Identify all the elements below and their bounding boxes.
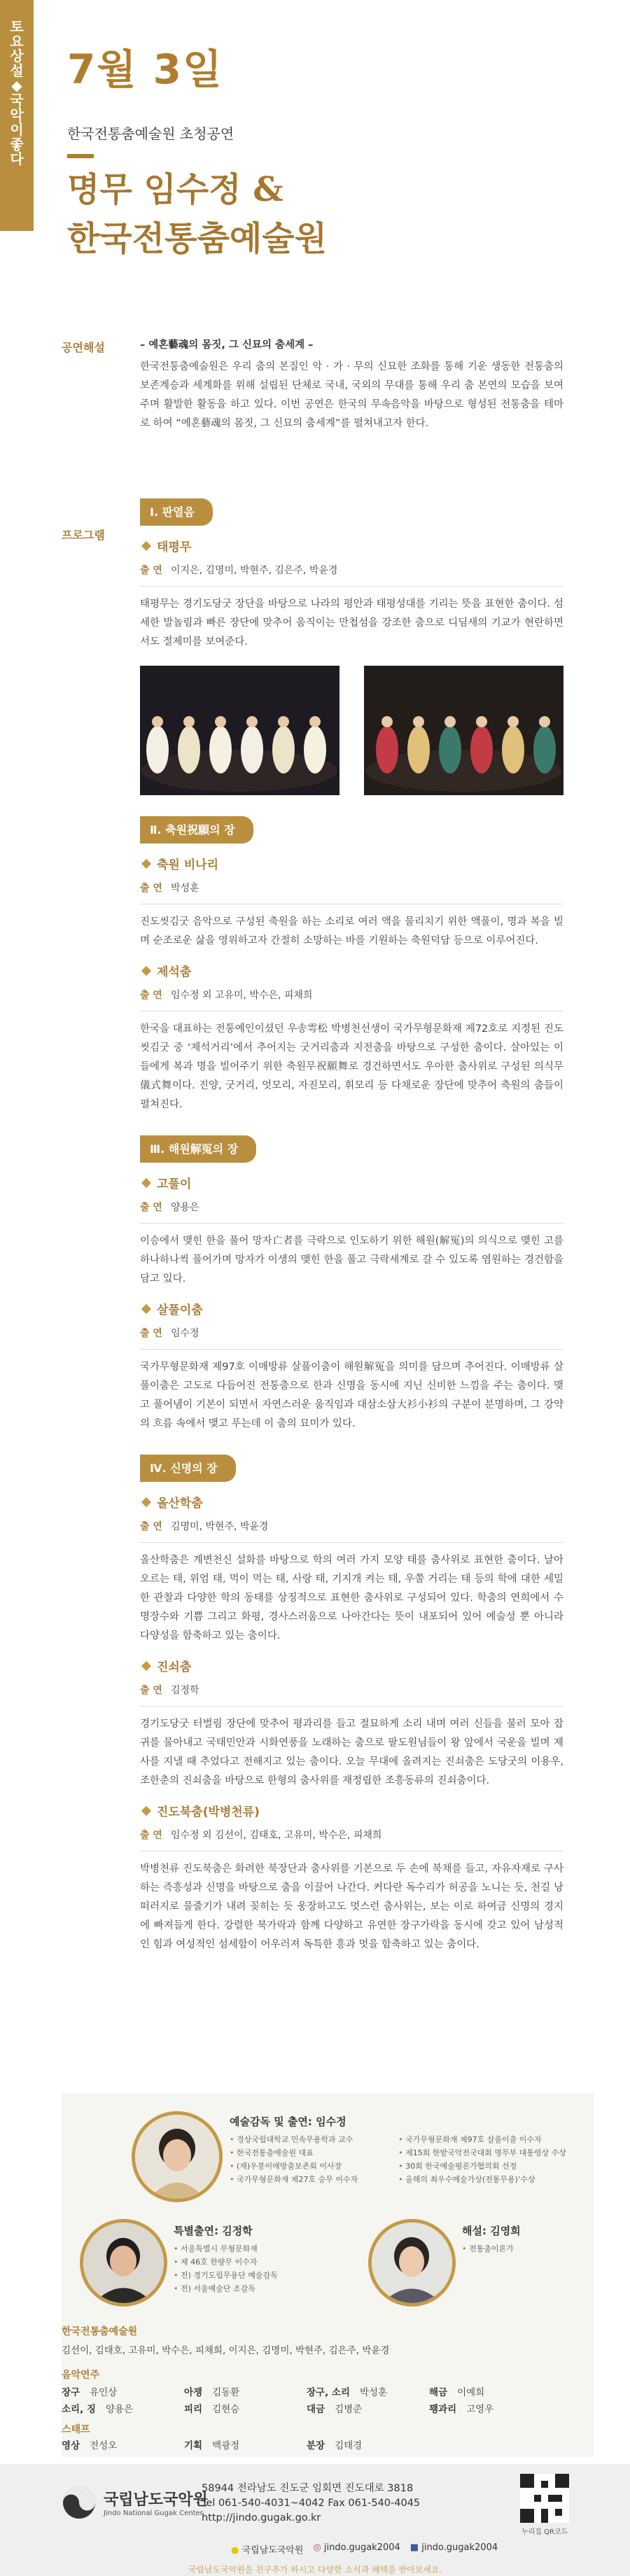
program-item-desc: 이승에서 맺힌 한을 풀어 망자亡者를 극락으로 인도하기 위한 해원(解冤)의 의식으로 맺힌 고를 하나하나씩 풀어가며 망자가 이생의 맺힌 한을 풀고 극락세계로 갈 수 있도록 염원하는 경건함을 담고 있다. [140, 1236, 564, 1284]
program-item-desc: 태평무는 경기도당굿 장단을 바탕으로 나라의 평안과 태평성대를 기리는 뜻을 표현한 춤이다. 섬세한 발놀림과 빠른 장단에 맞추어 움직이는 만첩섬을 강조한 춤으로 디딤새의 기교가 현란하면서도 절제미를 보여준다. [140, 598, 564, 648]
program-item-cast [140, 561, 564, 587]
credit-role: 꽹과리 [429, 2404, 457, 2415]
performance-photos [140, 666, 564, 795]
diamond-bullet-icon [141, 1304, 151, 1314]
portrait-lim-sujeong [132, 2111, 223, 2202]
cast-value: 양용은 [170, 1202, 200, 1213]
diamond-bullet-icon [141, 1497, 151, 1507]
qr-label: 누리집 QR코드 [521, 2528, 568, 2536]
credit-role: 영상 [62, 2440, 80, 2451]
cast-value: 김정학 [170, 1685, 200, 1696]
title-line-2: 한국전통춤예술원 [67, 219, 327, 258]
cast-key: 출 연 [140, 1830, 162, 1841]
program-item-title-text: 태평무 [157, 540, 192, 554]
program-item-cast [140, 1518, 564, 1543]
cast-value: 박성훈 [170, 883, 200, 894]
footer-address: 58944 전라남도 진도군 임회면 진도대로 3818 [202, 2483, 414, 2494]
intro-content [140, 336, 564, 433]
section-pill: Ⅳ. 신명의 장 [140, 1455, 236, 1482]
credit-cell [307, 2384, 429, 2401]
staff-heading: 스태프 [62, 2424, 90, 2435]
program-item-title-text: 고풀이 [157, 1177, 192, 1191]
program-item-title [140, 963, 564, 982]
facebook-icon: ■ [410, 2542, 419, 2553]
portrait-kim-jeonghak [80, 2219, 167, 2306]
kakao-link[interactable] [231, 2542, 303, 2556]
special-performer-info [174, 2223, 342, 2295]
credit-cell [307, 2401, 429, 2418]
program-item-title-text: 올산학춤 [157, 1497, 203, 1511]
cast-value: 임수정 외 김선이, 김태호, 고유미, 박수은, 피채희 [170, 1830, 382, 1841]
portrait-image [135, 2115, 219, 2199]
program-item-desc: 박병천류 진도북춤은 화려한 북장단과 춤사위를 기본으로 두 손에 북채를 들고, 자유자재로 구사하는 즉흥성과 신명을 바탕으로 춤을 이끌어 나간다. 커다란 독수리가 허공을 노니는 듯, 천길 낭떠러지로 물줄기가 내려 꽂히는 듯 웅장하고도 멋스런 춤사위는, 보는 이로 하여금 신명의 경지에 빠져들게 한다. 강렬한 북가락과 함께 다양하고 유연한 장구가락을 동시에 갖고 있어 남성적인 힘과 여성적인 섬세함이 어우러져 독특한 흥과 멋을 함축하고 있는 춤이다. [140, 1863, 564, 1950]
program-item-desc: 진도씻김굿 음악으로 구성된 축원을 하는 소리로 여러 액을 물리치기 위한 액풀이, 명과 복을 빌며 순조로운 삶을 영위하고자 간절히 소망하는 바를 기원하는 축원덕담 등으로 이루어진다. [140, 916, 564, 946]
title-rule [67, 154, 94, 158]
facebook-label: jindo.gugak2004 [421, 2542, 498, 2553]
kakao-label: 국립남도국악원 [241, 2545, 304, 2556]
credit-cell [62, 2401, 184, 2418]
program-item-title [140, 856, 564, 875]
special-bullet: • 전) 경기도립무용단 예술감독 [174, 2269, 342, 2282]
program-item-title [140, 1803, 564, 1822]
cast-key: 출 연 [140, 1685, 162, 1696]
credit-name: 김태경 [335, 2440, 363, 2451]
program-section [140, 1455, 564, 1954]
footer-social [231, 2542, 498, 2556]
facebook-link[interactable] [410, 2542, 498, 2556]
main-performer-name: 예술감독 및 출연: 임수정 [230, 2115, 346, 2128]
cast-value: 임수정 외 고유미, 박수은, 피채희 [170, 990, 313, 1001]
diamond-bullet-icon [141, 859, 151, 869]
main-bullet: • 국가무형문화재 제97호 살풀이춤 이수자 [398, 2133, 587, 2146]
footer [0, 2464, 630, 2576]
section-pill: Ⅱ. 축원祝願의 장 [140, 816, 253, 844]
header [67, 0, 613, 287]
staff-block [62, 2422, 566, 2454]
main-bullet: • 제15회 한밭국악전국대회 명무부 대통령상 수상 [398, 2146, 587, 2160]
credit-cell [184, 2401, 307, 2418]
program-item-cast [140, 1324, 564, 1350]
program-item-desc: 올산학춤은 계변천신 설화를 바탕으로 학의 여러 가지 모양 태를 춤사위로 표현한 춤이다. 날아오르는 태, 위엄 태, 먹이 먹는 태, 사랑 태, 기지개 켜는 태, 우쭐 거리는 태 등의 학에 대한 세밀한 관찰과 다양한 학의 동태를 상징적으로 표현한 춤사위로 구성되어 있다. 학춤의 연희에서 수명장수와 기쁨 그리고 화평, 경사스러움으로 나아간다는 뜻이 내포되어 있어 예술성 뿐 아니라 다양성을 함축하고 있는 춤이다. [140, 1555, 564, 1642]
instagram-link[interactable] [313, 2542, 400, 2556]
credit-role: 피리 [184, 2404, 203, 2415]
event-date: 7월 3일 [67, 46, 223, 93]
program-item-title [140, 1658, 564, 1677]
footer-logo-ko: 국립남도국악원 [104, 2491, 208, 2509]
credit-role: 장구 [62, 2387, 80, 2398]
main-performer-info [230, 2114, 587, 2186]
credit-row [62, 2401, 566, 2418]
main-bullet: • 한국전통춤예술원 대표 [230, 2146, 390, 2160]
program-item-title-text: 진쇠춤 [157, 1660, 192, 1674]
commentary-bullets [462, 2242, 588, 2255]
commentary-bullet: • 전통춤이론가 [462, 2242, 588, 2255]
music-heading: 음악연주 [62, 2370, 100, 2381]
diamond-bullet-icon [141, 541, 151, 551]
credit-name: 전성오 [90, 2440, 118, 2451]
credit-name: 백광정 [212, 2440, 240, 2451]
credit-role: 분장 [307, 2440, 326, 2451]
credit-role: 장구, 소리 [307, 2387, 350, 2398]
program-item-cast [140, 986, 564, 1011]
program-item-desc: 경기도당굿 터벌림 장단에 맞추어 평과리를 들고 절묘하게 소리 내며 여러 신들을 불러 모아 잡귀를 물아내고 국태민안과 시화연풍을 노래하는 춤으로 팔도원님들이 왕 앞에서 국운을 빌며 제사를 지낼 때 추었다고 전해지고 있는 춤이다. 오늘 무대에 올려지는 진쇠춤은 도당굿의 이용우, 조한춘의 진쇠춤을 바탕으로 한형의 춤사위를 재정립한 조흥동류의 진쇠춤이다. [140, 1718, 564, 1786]
section-pill: Ⅰ. 판열음 [140, 498, 213, 526]
special-bullet: • 전) 서울예술단 조감독 [174, 2282, 342, 2295]
performance-photo [364, 666, 564, 795]
credit-name: 유인상 [90, 2387, 118, 2398]
program-item-title [140, 1301, 564, 1320]
cast-key: 출 연 [140, 565, 162, 576]
title-line-1: 명무 임수정 & [67, 170, 284, 209]
portrait-kim-younghee [368, 2219, 456, 2306]
program-item-cast [140, 1198, 564, 1224]
performance-photo [140, 666, 340, 795]
footer-contact [202, 2482, 420, 2526]
diamond-bullet-icon [141, 1178, 151, 1188]
portrait-image [83, 2222, 164, 2303]
cast-value: 김명미, 박현주, 박윤경 [170, 1521, 269, 1532]
program-item-title [140, 1494, 564, 1513]
program-section [140, 1135, 564, 1434]
main-bullet: • 경상국립대학교 민속무용학과 교수 [230, 2133, 390, 2146]
credit-name: 박성훈 [360, 2387, 388, 2398]
cast-key: 출 연 [140, 883, 162, 894]
diamond-bullet-icon [141, 966, 151, 976]
program-section [140, 816, 564, 1114]
credit-row [62, 2384, 566, 2401]
credit-role: 기획 [184, 2440, 203, 2451]
qr-code-icon[interactable] [520, 2474, 569, 2523]
credit-row [62, 2437, 566, 2454]
credit-cell [62, 2384, 184, 2401]
special-performer-name: 특별출연: 김정학 [174, 2225, 253, 2237]
program-label: 프로그램 [62, 528, 105, 542]
program-item-title [140, 538, 564, 557]
cast-key: 출 연 [140, 1202, 162, 1213]
intro-label: 공연해설 [62, 341, 105, 354]
footer-url[interactable]: http://jindo.gugak.go.kr [202, 2512, 321, 2524]
credit-name: 이예희 [457, 2387, 485, 2398]
main-bullets-right [398, 2133, 587, 2186]
main-bullet: • 30회 한국예술평론가협의회 선정 [398, 2160, 587, 2173]
credit-role: 아쟁 [184, 2387, 203, 2398]
program-item-title-text: 축원 비나리 [157, 858, 219, 872]
credit-name: 김현승 [212, 2404, 240, 2415]
instagram-label: jindo.gugak2004 [323, 2542, 400, 2553]
credit-cell [429, 2384, 552, 2401]
credit-cell [429, 2401, 552, 2418]
cast-value: 이지은, 김명미, 박현주, 김은주, 박윤경 [170, 565, 338, 576]
commentary-name: 해설: 김영희 [462, 2225, 521, 2237]
program-content [140, 498, 564, 1954]
credit-name: 김동환 [212, 2387, 240, 2398]
troupe-heading: 한국전통춤예술원 [62, 2326, 138, 2337]
intro-body: 한국전통춤예술원은 우리 춤의 본질인 악 · 가 · 무의 신묘한 조화를 통해 기운 생동한 전통춤의 보존계승과 세계화를 위해 설립된 단체로 국내, 국외의 무대를 통해 우리 춤 본연의 모습을 보여주며 활발한 활동을 하고 있다. 이번 공연은 한국의 무속음악을 바탕으로 형성된 전통춤을 테마로 하여 “예혼藝魂의 몸짓, 그 신묘의 춤세계”를 펼쳐내고자 한다. [140, 361, 564, 429]
program-item-cast [140, 1826, 564, 1851]
program-item-desc: 한국을 대표하는 전통예인이셨던 우송雩松 박병천선생이 국가무형문화재 제72호로 지정된 진도씻김굿 중 ‘제석거리’에서 추어지는 굿거리춤과 지전춤을 바탕으로 구성한 춤이다. 살아있는 이들에게 복과 명을 빌어주기 위한 축원무祝願舞로 경건하면서도 우아한 춤사위로 구성된 의식무儀式舞이다. 진양, 굿거리, 엇모리, 자진모리, 휘모리 등 다채로운 장단에 맞추어 축원의 춤들이 펼쳐진다. [140, 1023, 564, 1110]
credit-cell [307, 2437, 429, 2454]
intro-heading: – 예혼藝魂의 몸짓, 그 신묘의 춤세계 – [140, 340, 314, 351]
credit-role: 소리, 징 [62, 2404, 96, 2415]
footer-note: 국립남도국악원을 친구추가 하시고 다양한 소식과 혜택을 받아보세요. [188, 2565, 442, 2575]
program-section [140, 498, 564, 795]
footer-logo-en: Jindo National Gugak Center [104, 2510, 203, 2517]
credit-name: 김병준 [335, 2404, 363, 2415]
program-item-cast [140, 879, 564, 904]
credit-cell [62, 2437, 184, 2454]
diamond-bullet-icon [141, 1806, 151, 1816]
cast-key: 출 연 [140, 1521, 162, 1532]
cast-value: 임수정 [170, 1328, 200, 1339]
troupe-members: 김선이, 김태호, 고유미, 박수은, 피채희, 이지은, 김명미, 박현주, 김은주, 박윤경 [62, 2345, 390, 2356]
program-item-title [140, 1175, 564, 1194]
portrait-image [372, 2222, 452, 2303]
event-subtitle: 한국전통춤예술원 초청공연 [67, 125, 234, 142]
footer-tel-fax: Tel 061-540-4031~4042 Fax 061-540-4045 [202, 2498, 421, 2509]
instagram-icon: ◎ [313, 2542, 321, 2553]
section-pill: Ⅲ. 해원解冤의 장 [140, 1135, 256, 1163]
music-block [62, 2367, 566, 2418]
credit-cell [184, 2437, 307, 2454]
program-item-title-text: 제석춤 [157, 965, 192, 979]
special-bullets [174, 2242, 342, 2295]
program-item-title-text: 살풀이춤 [157, 1303, 203, 1317]
side-tab [0, 0, 34, 231]
special-bullet: • 서울특별시 무형문화재 [174, 2242, 342, 2255]
event-title [67, 165, 327, 263]
main-bullets-left [230, 2133, 390, 2186]
cast-key: 출 연 [140, 1328, 162, 1339]
staff-grid [62, 2437, 566, 2454]
side-tab-label: 토요상설 ◆ 국악이 좋다 [10, 18, 24, 167]
diamond-bullet-icon [141, 1661, 151, 1671]
credit-role: 대금 [307, 2404, 326, 2415]
main-bullet: • 올해의 최우수예술가상(전통무용)’수상 [398, 2173, 587, 2186]
credit-name: 양용은 [105, 2404, 134, 2415]
credit-role: 해금 [429, 2387, 448, 2398]
program-item-desc: 국가무형문화재 제97호 이매방류 살풀이춤이 해원解冤을 의미를 담으며 추어진다. 이매방류 살풀이춤은 고도로 다듬어진 전통춤으로 한과 신명을 동시에 지닌 신비한 느낌을 주는 춤이다. 맺고 풀어냄이 기본이 되면서 자연스러운 움직임과 대삼소삼大衫小衫의 구분이 분명하며, 그 강약의 흐름 속에서 맺고 푸는데 이 춤의 묘미가 있다. [140, 1362, 564, 1429]
footer-logo [62, 2485, 208, 2520]
kakao-icon: ● [231, 2545, 239, 2556]
music-grid [62, 2384, 566, 2418]
cast-key: 출 연 [140, 990, 162, 1001]
credit-name: 고영우 [466, 2404, 494, 2415]
taegeuk-logo-icon [62, 2485, 97, 2520]
program-item-title-text: 진도북춤(박병천류) [157, 1805, 260, 1819]
main-bullet: • (재)우봉이매방춤보존회 이사장 [230, 2160, 390, 2173]
troupe-block [62, 2324, 566, 2356]
performers-section [62, 2093, 594, 2457]
program-item-cast [140, 1681, 564, 1707]
credit-cell [184, 2384, 307, 2401]
qr-block [517, 2474, 573, 2536]
special-bullet: • 제 46호 한량무 이수자 [174, 2255, 342, 2269]
commentary-info [462, 2223, 588, 2255]
main-bullet: • 국가무형문화재 제27호 승무 이수자 [230, 2173, 390, 2186]
